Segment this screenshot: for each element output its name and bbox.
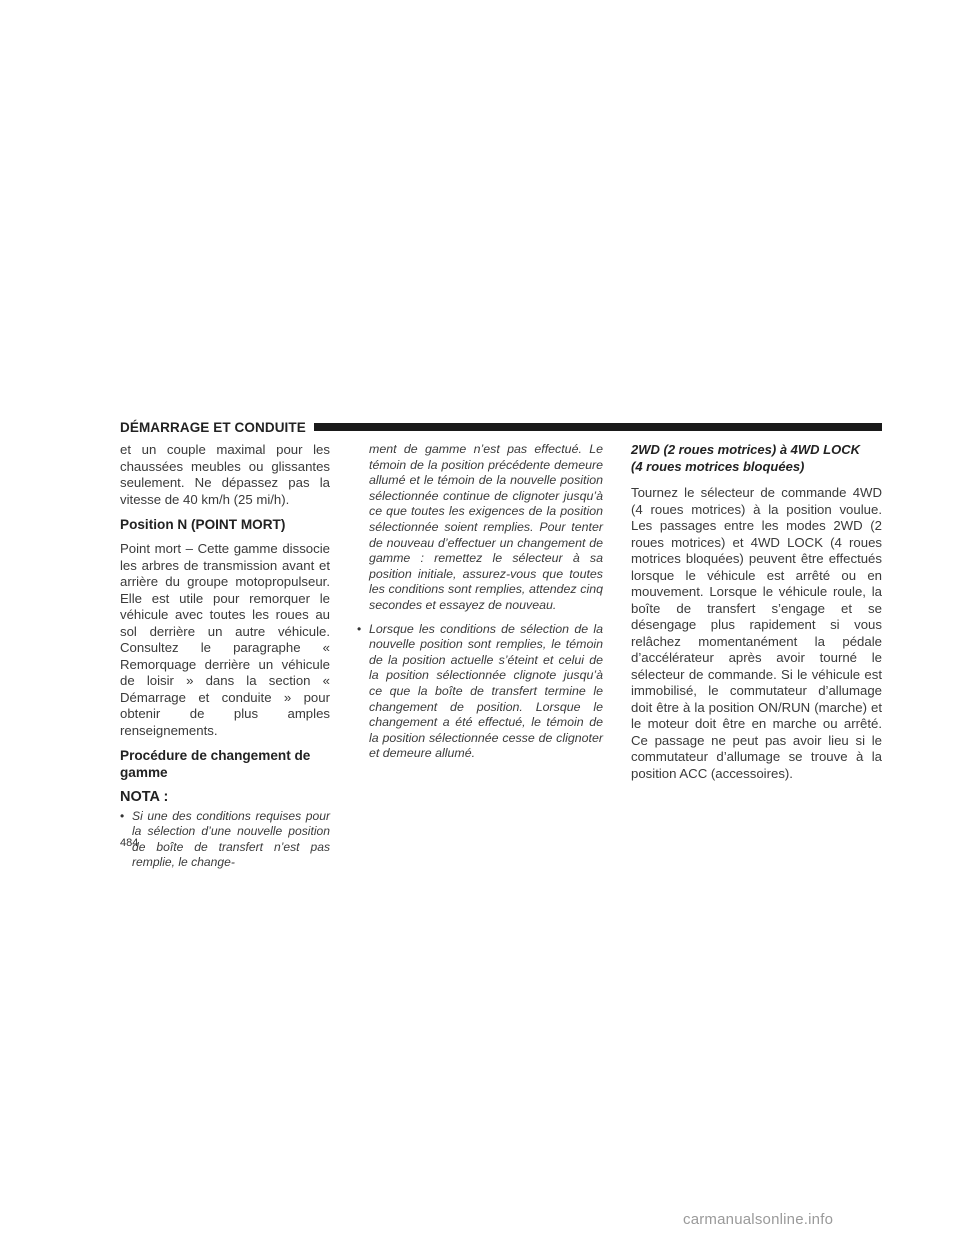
lock-paragraph: Tournez le sélecteur de commande 4WD (4 roues motrices) à la position voulue. Les passages entre les modes 2WD (2 roues motrices) et 4WD LOCK (4 roues motrices bloquées) peuvent être effectués lorsque le véhicule est arrêté ou en mouvement. Lorsque le véhicule roule, la boîte de transfert s’engage et se désengage plus rapidement si vous relâchez momentanément la pédale d’accélérateur après avoir tourné le sélecteur de commande. Si le véhicule est immobilisé, le commutateur d’allumage doit être à la position ON/RUN (marche) et le moteur doit être en marche ou arrêté. Ce passage ne peut pas avoir lieu si le commutateur d’allumage se trouve à la position ACC (accessoires).: [631, 485, 882, 781]
bullet-mark: •: [357, 621, 362, 636]
nota-bullet-1: [120, 809, 330, 871]
nota-bullet-1-continued: ment de gamme n’est pas effectué. Le témoin de la position précédente demeure allumé et le témoin de la nouvelle position sélectionnée continue de clignoter jusqu’à ce que toutes les exigences de la position sélectionnée soient remplies. Pour tenter de nouveau d’effectuer un changement de gamme : remettez le sélecteur à sa position initiale, assurez-vous que toutes les conditions sont remplies, attendez cinq secondes et essayez de nouveau.: [369, 442, 603, 612]
neutral-heading: Position N (POINT MORT): [120, 517, 286, 532]
section-header: [120, 417, 882, 437]
neutral-paragraph: Point mort – Cette gamme dissocie les arbres de transmission avant et arrière du groupe motopropulseur. Elle est utile pour remorquer le véhicule avec toutes les roues au sol derrière un autre véhicule. Consultez le paragraphe « Remorquage derrière un véhicule de loisir » dans la section « Démarrage et conduite » pour obtenir de plus amples renseignements.: [120, 541, 330, 738]
lock-heading-line1: 2WD (2 roues motrices) à 4WD LOCK: [631, 442, 860, 457]
lock-heading: [631, 442, 882, 475]
column-2: [357, 442, 603, 770]
column-3: [631, 442, 882, 790]
nota-bullet-1-text: Si une des conditions requises pour la sélection d’une nouvelle position de boîte de transfert n’est pas remplie, le change-: [132, 809, 330, 870]
nota-bullet-2-text: Lorsque les conditions de sélection de la nouvelle position sont remplies, le témoin de la position actuelle s’éteint et celui de la position sélectionnée clignote jusqu’à ce que la boîte de transfert termine le changement de position. Lorsque le changement a été effectué, le témoin de la position sélectionnée cesse de clignoter et demeure allumé.: [369, 621, 603, 761]
procedure-heading: Procédure de changement de gamme: [120, 748, 311, 780]
header-rule: [314, 423, 882, 431]
bullet-mark: •: [120, 809, 125, 823]
nota-heading: NOTA :: [120, 789, 169, 805]
nota-bullet-2: [357, 622, 603, 762]
column-1: [120, 442, 330, 879]
watermark: carmanualsonline.info: [683, 1211, 834, 1228]
page-number: 484: [120, 837, 139, 849]
section-title: DÉMARRAGE ET CONDUITE: [120, 419, 306, 435]
lock-heading-line2: (4 roues motrices bloquées): [631, 458, 805, 474]
intro-paragraph: et un couple maximal pour les chaussées meubles ou glissantes seulement. Ne dépassez pas la vitesse de 40 km/h (25 mi/h).: [120, 442, 330, 507]
